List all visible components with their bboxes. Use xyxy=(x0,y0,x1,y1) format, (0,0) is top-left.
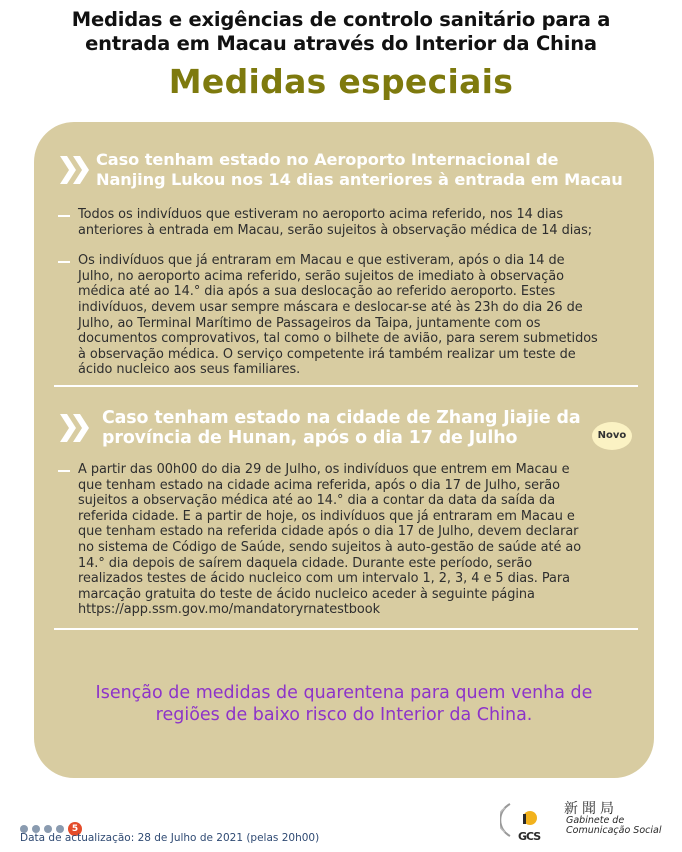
content-panel xyxy=(34,122,654,778)
page-title xyxy=(0,8,682,56)
text-line: anteriores à entrada em Macau, serão sujeitos à observação médica de 14 dias; xyxy=(78,222,593,238)
logo-pt-line2: Comunicação Social xyxy=(566,825,662,836)
section-title xyxy=(102,408,582,448)
pagination xyxy=(20,818,82,832)
section-title-line2: província de Hunan, após o dia 17 de Julho xyxy=(102,428,518,448)
text-line: que tenham estado na referida cidade após o dia 17 de Julho, devem declarar xyxy=(78,524,579,540)
double-chevron-icon xyxy=(60,410,92,446)
current-page-indicator[interactable]: 5 xyxy=(68,822,82,836)
divider xyxy=(54,628,638,630)
svg-text:GCS: GCS xyxy=(518,830,541,842)
exemption-note xyxy=(34,682,654,726)
text-line: realizados testes de ácido nucleico com um intervalo 1, 2, 3, 4 e 5 dias. Para xyxy=(78,571,570,587)
section-title-line1: Caso tenham estado no Aeroporto Internacional de xyxy=(96,150,559,169)
text-line: A partir das 00h00 do dia 29 de Julho, os indivíduos que entrem em Macau e xyxy=(78,462,570,477)
text-line: indivíduos, devem usar sempre máscara e deslocar-se até às 23h do dia 26 de xyxy=(78,299,583,315)
section-header xyxy=(34,150,654,198)
exemption-note-line1: Isenção de medidas de quarentena para quem venha de xyxy=(95,683,593,703)
section-nanjing xyxy=(34,150,654,378)
logo-pt-line1: Gabinete de xyxy=(566,815,625,826)
list-item xyxy=(34,462,654,618)
divider xyxy=(54,385,638,387)
section-title-line1: Caso tenham estado na cidade de Zhang Jiajie da xyxy=(102,408,581,428)
logo-chinese-name: 新聞局 xyxy=(564,801,618,817)
list-item xyxy=(34,207,654,238)
text-line: à observação médica. O serviço competente irá também realizar um teste de xyxy=(78,346,576,362)
text-line: Julho, ao Terminal Marítimo de Passageiros da Taipa, juntamente com os xyxy=(78,315,541,331)
page-subtitle: Medidas especiais xyxy=(168,62,514,101)
text-line: médica até ao 14.° dia após a sua deslocação ao referido aeroporto. Estes xyxy=(78,284,556,300)
text-line: Julho, no aeroporto acima referido, serão sujeitos de imediato à observação xyxy=(78,268,564,284)
test-booking-link[interactable]: https://app.ssm.gov.mo/mandatoryrnatestbook xyxy=(78,602,380,618)
text-line: marcação gratuita do teste de ácido nucleico aceder à seguinte página xyxy=(78,586,535,602)
text-line: que tenham estado na cidade acima referida, após o dia 17 de Julho, serão xyxy=(78,477,560,493)
text-line: sujeitos a observação médica até ao 14.° dia a contar da data da saída da xyxy=(78,493,556,509)
text-line: documentos comprovativos, tal como o bilhete de avião, para serem submetidos xyxy=(78,331,598,347)
page-title-line2: entrada em Macau através do Interior da China xyxy=(85,32,597,55)
gcs-logo xyxy=(500,796,680,846)
page-title-line1: Medidas e exigências de controlo sanitário para a xyxy=(71,8,611,31)
header xyxy=(0,8,682,104)
gcs-logo-mark-icon xyxy=(500,798,554,842)
text-line: ácido nucleico aos seus familiares. xyxy=(78,362,301,378)
list-item xyxy=(34,253,654,378)
logo-portuguese-name xyxy=(566,816,661,836)
text-line: 14.° dia depois de saírem daquela cidade. Durante este período, serão xyxy=(78,555,533,571)
text-line: Os indivíduos que já entraram em Macau e que estiveram, após o dia 14 de xyxy=(78,253,565,269)
text-line: Todos os indivíduos que estiveram no aeroporto acima referido, nos 14 dias xyxy=(78,207,564,222)
section-title-line2: Nanjing Lukou nos 14 dias anteriores à entrada em Macau xyxy=(96,170,623,189)
text-line: no sistema de Código de Saúde, sendo sujeitos à auto-gestão de saúde até ao xyxy=(78,539,582,555)
exemption-note-line2: regiões de baixo risco do Interior da China. xyxy=(155,705,533,725)
section-title xyxy=(96,150,651,190)
section-header xyxy=(34,408,654,456)
update-date: Data de actualização: 28 de Julho de 2021 (pelas 20h00) xyxy=(20,832,320,844)
double-chevron-icon xyxy=(60,152,92,188)
section-zhang-jiajie xyxy=(34,408,654,618)
new-badge: Novo xyxy=(592,422,632,450)
text-line: referida cidade. E a partir de hoje, os indivíduos que já entraram em Macau e xyxy=(78,508,575,524)
